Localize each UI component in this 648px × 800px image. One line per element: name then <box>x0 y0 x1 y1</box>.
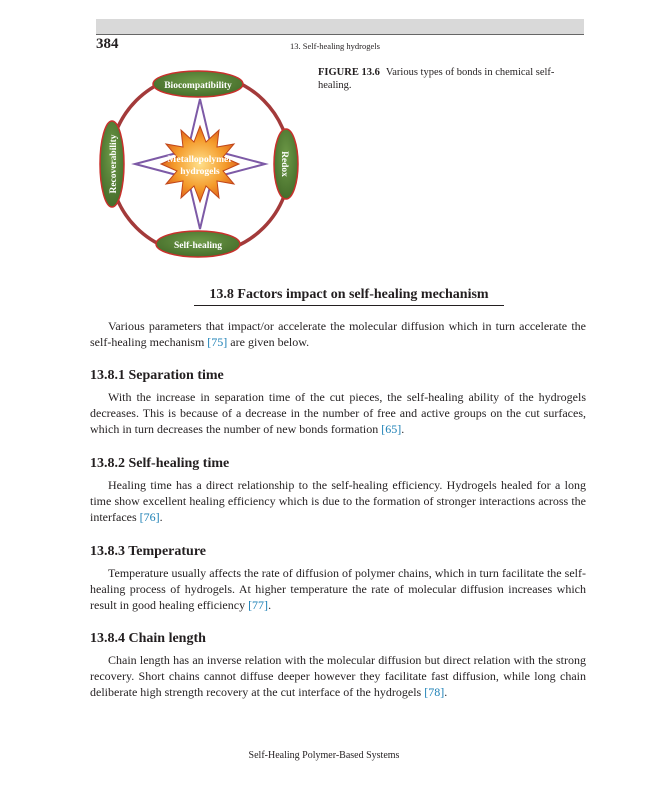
body-text: Healing time has a direct relationship to the self-healing efficiency. Hydrogels healed for a long time show excellent healing efficiency which is due to the formation of stronger interactions across the interfaces <box>90 478 586 524</box>
citation-link[interactable]: [76] <box>139 510 160 524</box>
body-text: Chain length has an inverse relation with the molecular diffusion but direct relation with the strong recovery. Short chains cannot diffuse deeper however they facilitate fast diffusion, while long chain deliberate high strength recovery at the cut interface of the hydrogels <box>90 653 586 699</box>
center-label-1: Metallopolymer <box>167 155 233 165</box>
intro-tail: are given below. <box>227 335 310 349</box>
intro-text: Various parameters that impact/or accelerate the molecular diffusion which in turn accelerate the self-healing mechanism <box>90 319 586 349</box>
figure-diagram <box>98 62 303 262</box>
body-tail: . <box>401 422 405 436</box>
header-rule <box>96 34 584 35</box>
figure-caption <box>318 66 586 92</box>
section-intro <box>90 318 586 350</box>
subsection-heading-chain-length: 13.8.4 Chain length <box>90 631 206 646</box>
node-top-label: Biocompatibility <box>164 81 232 91</box>
node-right-label: Redox <box>279 151 289 177</box>
node-bottom-label: Self-healing <box>173 241 223 251</box>
body-tail: . <box>159 510 163 524</box>
subsection-heading-self-healing-time: 13.8.2 Self-healing time <box>90 456 230 471</box>
section-heading: 13.8 Factors impact on self-healing mechanism <box>194 287 504 306</box>
page-number: 384 <box>96 36 119 52</box>
body-tail: . <box>444 685 448 699</box>
body-tail: . <box>268 598 272 612</box>
figure-label: FIGURE 13.6 <box>318 67 380 78</box>
body-text: Temperature usually affects the rate of diffusion of polymer chains, which in turn facilitate the self-healing process of hydrogels. At higher temperature the rate of molecular diffusion increases which result in good healing efficiency <box>90 566 586 612</box>
subsection-body-temperature <box>90 565 586 613</box>
subsection-body-self-healing-time <box>90 477 586 525</box>
figure-svg <box>98 62 303 262</box>
intro-citation-link[interactable]: [75] <box>207 335 228 349</box>
subsection-heading-separation-time: 13.8.1 Separation time <box>90 368 224 383</box>
citation-link[interactable]: [77] <box>248 598 269 612</box>
figure-caption-text: Various types of bonds in chemical self-healing. <box>318 67 555 91</box>
subsection-body-chain-length <box>90 652 586 700</box>
subsection-heading-temperature: 13.8.3 Temperature <box>90 544 207 559</box>
subsection-body-separation-time <box>90 389 586 437</box>
citation-link[interactable]: [78] <box>424 685 445 699</box>
center-label-2: hydrogels <box>180 167 220 177</box>
body-text: With the increase in separation time of the cut pieces, the self-healing ability of the hydrogels decreases. This is because of a decrease in the number of free and active groups on the cut surfaces, which in turn decreases the number of new bonds formation <box>90 390 586 436</box>
header-band <box>96 19 584 34</box>
running-head: 13. Self-healing hydrogels <box>290 41 380 51</box>
citation-link[interactable]: [65] <box>381 422 402 436</box>
page-footer: Self-Healing Polymer-Based Systems <box>248 750 400 761</box>
node-left-label: Recoverability <box>109 134 119 194</box>
